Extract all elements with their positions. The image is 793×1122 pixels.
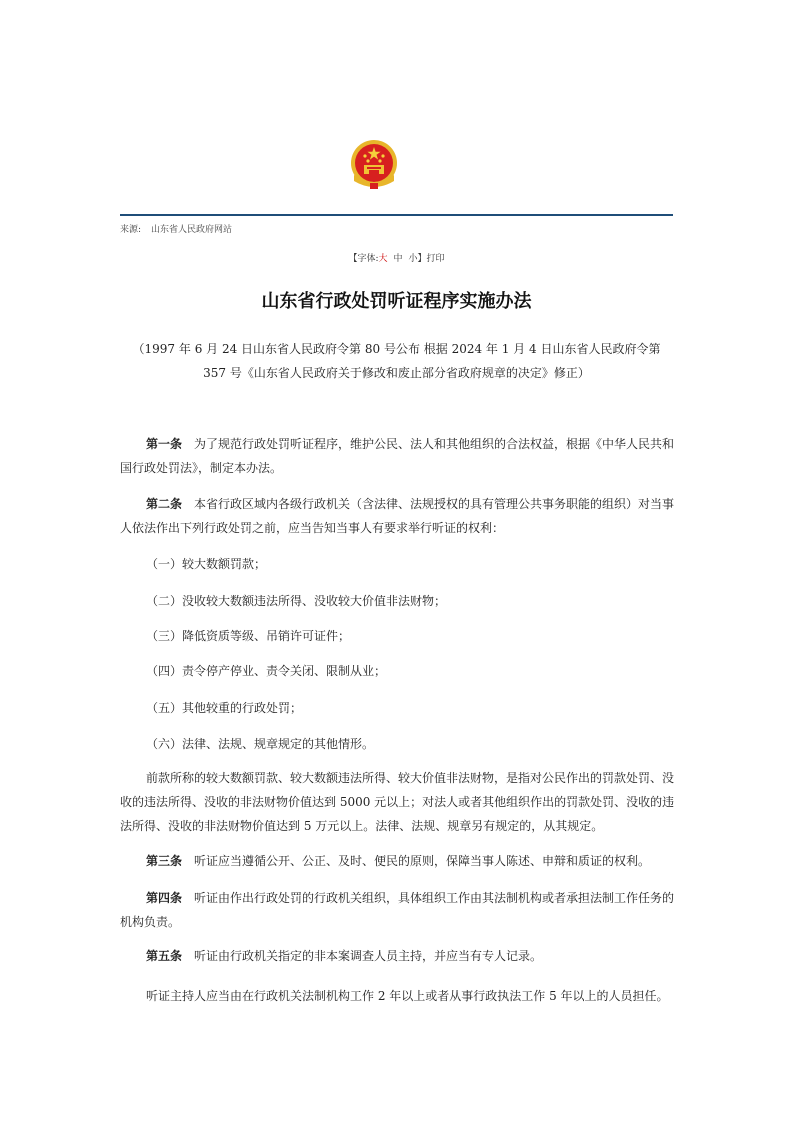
national-emblem-icon [348,139,400,191]
article-text: （六）法律、法规、规章规定的其他情形。 [146,737,375,751]
article-label: 第二条 [146,497,183,511]
article-text: （一）较大数额罚款； [146,557,267,571]
list-item [120,984,676,1008]
source-value: 山东省人民政府网站 [151,225,233,235]
list-item [120,552,676,576]
list-item [120,766,676,838]
article-paragraph [120,432,676,480]
font-size-bar [0,251,793,264]
document-note: （1997 年 6 月 24 日山东省人民政府令第 80 号公布 根据 2024 年 1 月 4 日山东省人民政府令第 357 号《山东省人民政府关于修改和废止部分省政府规章的决定》修正） [132,342,661,380]
article-text: （四）责令停产停业、责令关闭、限制从业； [146,664,387,678]
list-item [120,696,676,720]
article-text: 前款所称的较大数额罚款、较大数额违法所得、较大价值非法财物，是指对公民作出的罚款处罚、没收的违法所得、没收的非法财物价值达到 5000 元以上；对法人或者其他组织作出的罚款处罚、没收的违法所得、没收的非法财物价值达到 5 万元以上。法律、法规、规章另有规定的，从其规定。 [120,771,675,833]
font-bar-open: 【字体: [348,254,379,264]
font-small-link[interactable]: 小 [408,254,418,264]
list-item [120,659,676,683]
article-paragraph [120,849,676,873]
article-text: 听证应当遵循公开、公正、及时、便民的原则，保障当事人陈述、申辩和质证的权利。 [194,854,651,868]
list-item [120,589,676,613]
article-label: 第三条 [146,854,183,868]
source-line [120,222,232,235]
article-text: （五）其他较重的行政处罚； [146,701,303,715]
article-text: （二）没收较大数额违法所得、没收较大价值非法财物； [146,594,447,608]
article-text: 听证由行政机关指定的非本案调查人员主持，并应当有专人记录。 [194,949,543,963]
article-text: 听证主持人应当由在行政机关法制机构工作 2 年以上或者从事行政执法工作 5 年以上的人员担任。 [146,989,669,1003]
document-title: 山东省行政处罚听证程序实施办法 [261,291,532,312]
source-label: 来源: [120,225,142,235]
font-large-link[interactable]: 大 [378,254,388,264]
list-item [120,732,676,756]
article-paragraph [120,886,676,934]
article-label: 第五条 [146,949,183,963]
article-text: 听证由作出行政处罚的行政机关组织，具体组织工作由其法制机构或者承担法制工作任务的机构负责。 [120,891,675,929]
list-item [120,624,676,648]
print-link[interactable]: 打印 [426,254,445,264]
header-divider [120,214,673,216]
article-paragraph [120,492,676,540]
article-label: 第四条 [146,891,183,905]
article-text: （三）降低资质等级、吊销许可证件； [146,629,351,643]
article-text: 本省行政区域内各级行政机关（含法律、法规授权的具有管理公共事务职能的组织）对当事人依法作出下列行政处罚之前，应当告知当事人有要求举行听证的权利： [120,497,675,535]
article-label: 第一条 [146,437,183,451]
article-paragraph [120,944,676,968]
article-text: 为了规范行政处罚听证程序，维护公民、法人和其他组织的合法权益，根据《中华人民共和国行政处罚法》，制定本办法。 [120,437,675,475]
font-bar-close: 】 [417,254,427,264]
font-medium-link[interactable]: 中 [393,254,403,264]
